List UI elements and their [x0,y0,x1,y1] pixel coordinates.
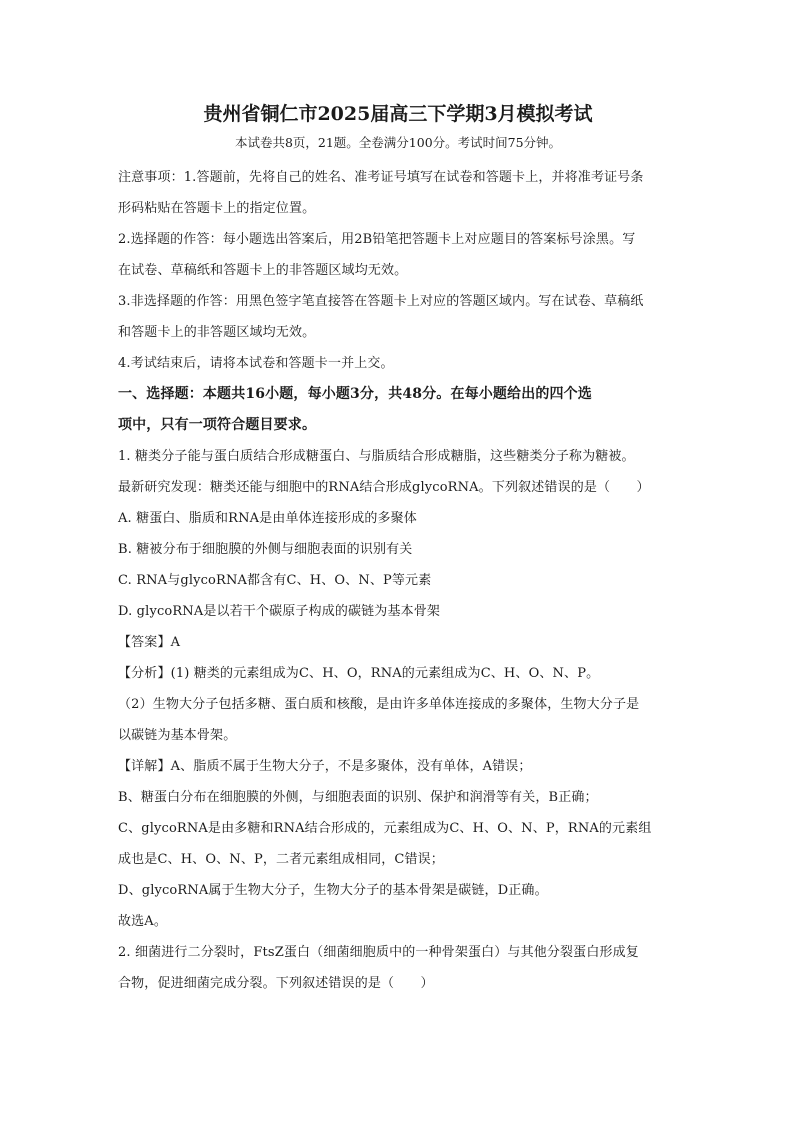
note-line: 2.选择题的作答：每小题选出答案后，用2B铅笔把答题卡上对应题目的答案标号涂黑。写 [118,232,636,247]
detail-line: B、糖蛋白分布在细胞膜的外侧，与细胞表面的识别、保护和润滑等有关，B正确； [118,790,598,805]
option-c: C. RNA与glycoRNA都含有C、H、O、N、P等元素 [118,573,432,588]
document-page [118,100,678,999]
note-line: 3.非选择题的作答：用黑色签字笔直接答在答题卡上对应的答题区域内。写在试卷、草稿纸 [118,294,644,309]
detail-line: 故选A。 [118,914,167,929]
section-heading [118,379,678,441]
exam-info: 本试卷共8页，21题。全卷满分100分。考试时间75分钟。 [234,135,562,150]
page-title: 贵州省铜仁市2025届高三下学期3月模拟考试 [203,103,593,125]
question-stem: 合物，促进细菌完成分裂。下列叙述错误的是（ ） [118,976,434,991]
option-a: A. 糖蛋白、脂质和RNA是由单体连接形成的多聚体 [118,511,417,526]
note-line: 在试卷、草稿纸和答题卡上的非答题区域均无效。 [118,263,408,278]
detail-line: D、glycoRNA属于生物大分子，生物大分子的基本骨架是碳链，D正确。 [118,883,548,898]
question-stem: 2. 细菌进行二分裂时，FtsZ蛋白（细菌细胞质中的一种骨架蛋白）与其他分裂蛋白形成复 [118,945,639,960]
analysis-line: （2）生物大分子包括多糖、蛋白质和核酸，是由许多单体连接成的多聚体，生物大分子是 [118,697,640,712]
note-line: 和答题卡上的非答题区域均无效。 [118,325,316,340]
analysis-line: 【分析】(1) 糖类的元素组成为C、H、O，RNA的元素组成为C、H、O、N、P。 [118,666,600,681]
analysis-line: 以碳链为基本骨架。 [118,728,237,743]
question-stem: 最新研究发现：糖类还能与细胞中的RNA结合形成glycoRNA。下列叙述错误的是（ ） [118,480,650,495]
option-d: D. glycoRNA是以若干个碳原子构成的碳链为基本骨架 [118,604,441,619]
note-line: 形码粘贴在答题卡上的指定位置。 [118,201,316,216]
question-stem: 1. 糖类分子能与蛋白质结合形成糖蛋白、与脂质结合形成糖脂，这些糖类分子称为糖被。 [118,449,635,464]
question-2 [118,937,678,999]
question-1 [118,441,678,937]
option-b: B. 糖被分布于细胞膜的外侧与细胞表面的识别有关 [118,542,413,557]
answer: 【答案】A [118,635,181,650]
notes-section [118,162,678,379]
detail-line: C、glycoRNA是由多糖和RNA结合形成的，元素组成为C、H、O、N、P，RNA的元素组 [118,821,652,836]
note-line: 注意事项：1.答题前，先将自己的姓名、准考证号填写在试卷和答题卡上，并将准考证号条 [118,170,644,185]
detail-line: 成也是C、H、O、N、P，二者元素组成相同，C错误； [118,852,444,867]
section-heading-line: 项中，只有一项符合题目要求。 [118,417,317,433]
detail-line: 【详解】A、脂质不属于生物大分子，不是多聚体，没有单体，A错误； [118,759,532,774]
section-heading-line: 一、选择题：本题共16小题，每小题3分，共48分。在每小题给出的四个选 [118,386,592,402]
note-line: 4.考试结束后，请将本试卷和答题卡一并上交。 [118,356,394,371]
